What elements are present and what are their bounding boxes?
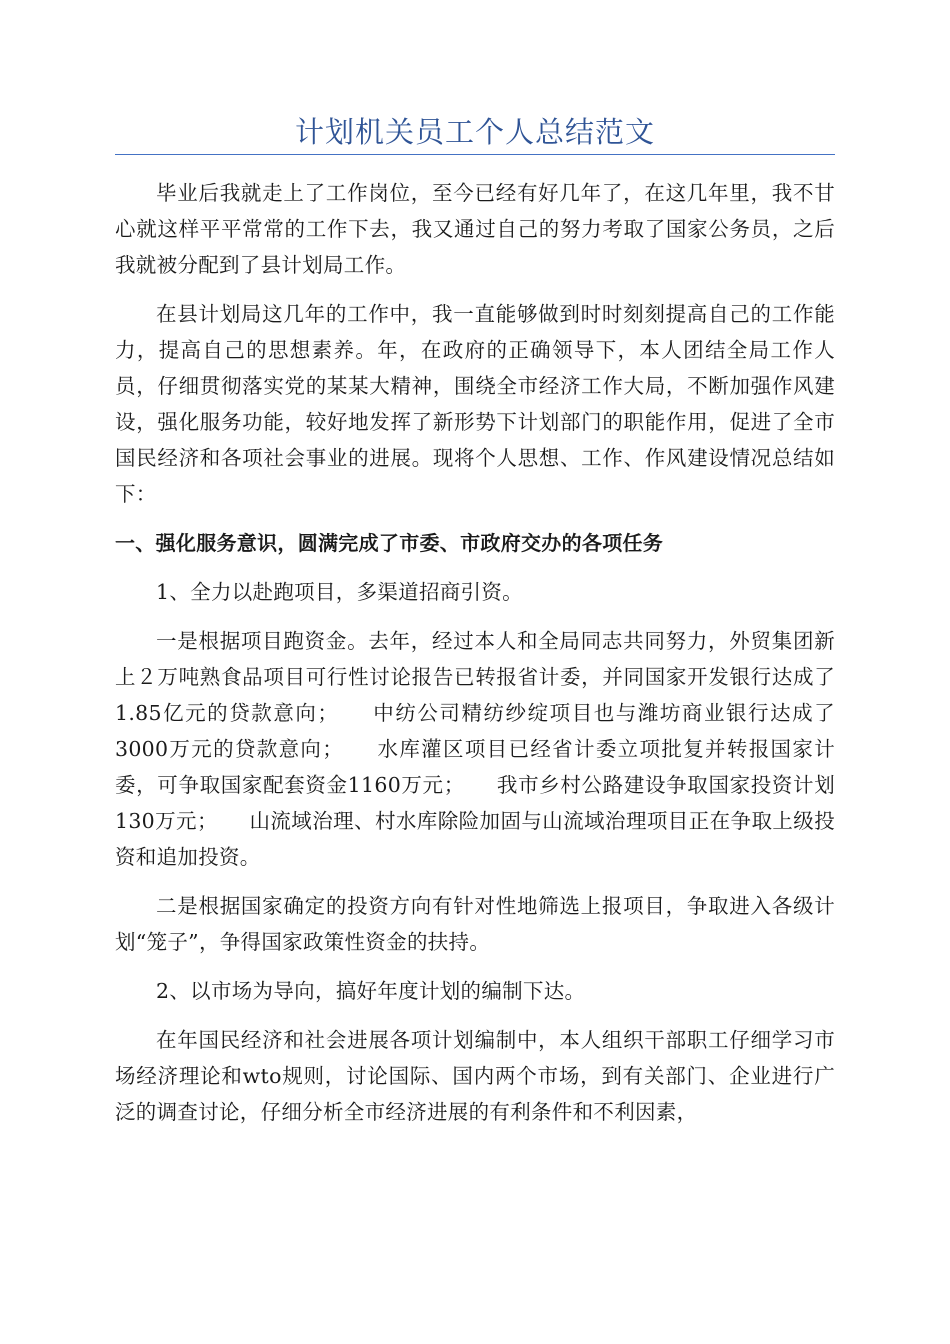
list-item-heading: 1、全力以赴跑项目，多渠道招商引资。 bbox=[156, 580, 523, 604]
paragraph-annual-plan: 在年国民经济和社会进展各项计划编制中，本人组织干部职工仔细学习市场经济理论和wto规则，讨论国际、国内两个市场，到有关部门、企业进行广泛的调查讨论，仔细分析全市经济进展的有利条件和不利因素， bbox=[115, 1028, 835, 1124]
paragraph-policy-funding: 二是根据国家确定的投资方向有针对性地筛选上报项目，争取进入各级计划“笼子”，争得国家政策性资金的扶持。 bbox=[115, 894, 835, 954]
list-item-heading: 2、以市场为导向，搞好年度计划的编制下达。 bbox=[156, 979, 586, 1003]
paragraph-overview: 在县计划局这几年的工作中，我一直能够做到时时刻刻提高自己的工作能力，提高自己的思想素养。年，在政府的正确领导下，本人团结全局工作人员，仔细贯彻落实党的某某大精神，围绕全市经济工作大局，不断加强作风建设，强化服务功能，较好地发挥了新形势下计划部门的职能作用，促进了全市国民经济和各项社会事业的进展。现将个人思想、工作、作风建设情况总结如下： bbox=[115, 302, 835, 506]
title-underline bbox=[115, 154, 835, 155]
paragraph-projects-funding: 一是根据项目跑资金。去年，经过本人和全局同志共同努力，外贸集团新上２万吨熟食品项目可行性讨论报告已转报省计委，并同国家开发银行达成了1.85亿元的贷款意向； 中纺公司精纺纱绽项目也与潍坊商业银行达成了3000万元的贷款意向； 水库灌区项目已经省计委立项批复并转报国家计委，可争取国家配套资金1160万元； 我市乡村公路建设争取国家投资计划130万元； 山流域治理、村水库除险加固与山流域治理项目正在争取上级投资和追加投资。 bbox=[115, 629, 835, 869]
document-title: 计划机关员工个人总结范文 bbox=[294, 115, 655, 149]
section-heading: 一、强化服务意识，圆满完成了市委、市政府交办的各项任务 bbox=[115, 531, 664, 555]
document-body bbox=[115, 175, 835, 1143]
paragraph-intro: 毕业后我就走上了工作岗位，至今已经有好几年了，在这几年里，我不甘心就这样平平常常的工作下去，我又通过自己的努力考取了国家公务员，之后我就被分配到了县计划局工作。 bbox=[115, 181, 835, 277]
